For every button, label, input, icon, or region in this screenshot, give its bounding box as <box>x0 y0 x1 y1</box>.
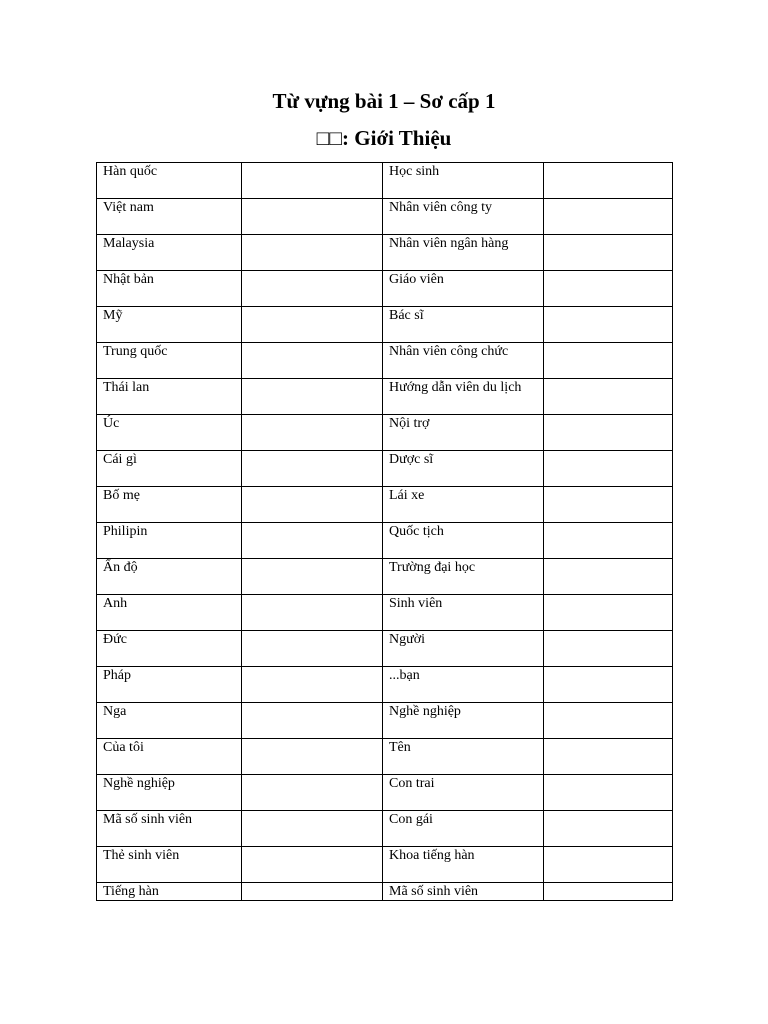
table-row <box>97 487 673 523</box>
answer-cell-left <box>242 379 383 415</box>
answer-cell-right <box>544 235 673 271</box>
answer-cell-left <box>242 739 383 775</box>
vocabulary-table <box>96 162 673 901</box>
answer-cell-left <box>242 235 383 271</box>
subtitle-korean-glyphs: □□ <box>316 126 343 150</box>
table-row <box>97 811 673 847</box>
vocab-word-left: Úc <box>97 415 242 451</box>
vocab-word-left: Malaysia <box>97 235 242 271</box>
vocab-word-left: Ấn độ <box>97 559 242 595</box>
vocab-word-left: Của tôi <box>97 739 242 775</box>
vocab-word-left: Hàn quốc <box>97 163 242 199</box>
answer-cell-right <box>544 775 673 811</box>
vocab-word-left: Đức <box>97 631 242 667</box>
table-row <box>97 235 673 271</box>
table-row <box>97 199 673 235</box>
vocab-word-right: Nhân viên công ty <box>383 199 544 235</box>
vocab-word-right: Quốc tịch <box>383 523 544 559</box>
table-row <box>97 631 673 667</box>
table-row <box>97 343 673 379</box>
answer-cell-right <box>544 487 673 523</box>
vocab-word-left: Cái gì <box>97 451 242 487</box>
answer-cell-left <box>242 271 383 307</box>
vocab-word-right: Giáo viên <box>383 271 544 307</box>
answer-cell-left <box>242 811 383 847</box>
vocab-word-left: Tiếng hàn <box>97 883 242 901</box>
answer-cell-right <box>544 523 673 559</box>
answer-cell-left <box>242 523 383 559</box>
vocab-word-left: Nga <box>97 703 242 739</box>
vocab-word-left: Nghề nghiệp <box>97 775 242 811</box>
vocabulary-table-body <box>97 163 673 901</box>
answer-cell-right <box>544 595 673 631</box>
answer-cell-left <box>242 631 383 667</box>
table-row <box>97 775 673 811</box>
vocab-word-left: Mỹ <box>97 307 242 343</box>
vocab-word-right: Sinh viên <box>383 595 544 631</box>
vocab-word-right: Nghề nghiệp <box>383 703 544 739</box>
vocab-word-right: Người <box>383 631 544 667</box>
answer-cell-left <box>242 775 383 811</box>
answer-cell-right <box>544 631 673 667</box>
vocab-word-right: Con gái <box>383 811 544 847</box>
answer-cell-right <box>544 811 673 847</box>
answer-cell-left <box>242 487 383 523</box>
answer-cell-left <box>242 415 383 451</box>
table-row <box>97 595 673 631</box>
table-row <box>97 379 673 415</box>
vocab-word-right: Lái xe <box>383 487 544 523</box>
table-row <box>97 163 673 199</box>
table-row <box>97 703 673 739</box>
answer-cell-right <box>544 739 673 775</box>
vocab-word-right: Khoa tiếng hàn <box>383 847 544 883</box>
table-row <box>97 739 673 775</box>
answer-cell-left <box>242 343 383 379</box>
table-row <box>97 307 673 343</box>
vocab-word-right: Hướng dẫn viên du lịch <box>383 379 544 415</box>
vocab-word-left: Mã số sinh viên <box>97 811 242 847</box>
vocab-word-left: Trung quốc <box>97 343 242 379</box>
answer-cell-right <box>544 199 673 235</box>
answer-cell-left <box>242 559 383 595</box>
answer-cell-right <box>544 343 673 379</box>
answer-cell-left <box>242 307 383 343</box>
vocab-word-right: ...bạn <box>383 667 544 703</box>
answer-cell-right <box>544 667 673 703</box>
vocab-word-right: Con trai <box>383 775 544 811</box>
answer-cell-right <box>544 415 673 451</box>
table-row <box>97 667 673 703</box>
table-row <box>97 271 673 307</box>
vocab-word-right: Bác sĩ <box>383 307 544 343</box>
document-title: Từ vựng bài 1 – Sơ cấp 1 <box>272 89 496 113</box>
answer-cell-right <box>544 847 673 883</box>
vocab-word-right: Tên <box>383 739 544 775</box>
table-row <box>97 451 673 487</box>
vocab-word-left: Bố mẹ <box>97 487 242 523</box>
vocab-word-left: Pháp <box>97 667 242 703</box>
answer-cell-left <box>242 199 383 235</box>
answer-cell-right <box>544 883 673 901</box>
answer-cell-left <box>242 847 383 883</box>
table-row <box>97 883 673 901</box>
vocab-word-left: Nhật bản <box>97 271 242 307</box>
vocab-word-left: Anh <box>97 595 242 631</box>
table-row <box>97 847 673 883</box>
vocab-word-left: Philipin <box>97 523 242 559</box>
vocab-word-right: Nội trợ <box>383 415 544 451</box>
vocab-word-right: Nhân viên công chức <box>383 343 544 379</box>
answer-cell-left <box>242 595 383 631</box>
table-row <box>97 559 673 595</box>
answer-cell-right <box>544 703 673 739</box>
table-row <box>97 523 673 559</box>
table-row <box>97 415 673 451</box>
answer-cell-left <box>242 703 383 739</box>
vocab-word-left: Việt nam <box>97 199 242 235</box>
vocab-word-right: Học sinh <box>383 163 544 199</box>
answer-cell-right <box>544 271 673 307</box>
vocab-word-right: Nhân viên ngân hàng <box>383 235 544 271</box>
vocab-word-right: Mã số sinh viên <box>383 883 544 901</box>
answer-cell-left <box>242 883 383 901</box>
answer-cell-left <box>242 451 383 487</box>
answer-cell-right <box>544 451 673 487</box>
vocab-word-left: Thẻ sinh viên <box>97 847 242 883</box>
answer-cell-left <box>242 667 383 703</box>
document-subtitle <box>0 125 768 151</box>
answer-cell-right <box>544 307 673 343</box>
vocab-word-right: Dược sĩ <box>383 451 544 487</box>
answer-cell-right <box>544 163 673 199</box>
answer-cell-right <box>544 559 673 595</box>
answer-cell-left <box>242 163 383 199</box>
subtitle-text: : Giới Thiệu <box>342 126 452 150</box>
vocab-word-right: Trường đại học <box>383 559 544 595</box>
answer-cell-right <box>544 379 673 415</box>
vocab-word-left: Thái lan <box>97 379 242 415</box>
